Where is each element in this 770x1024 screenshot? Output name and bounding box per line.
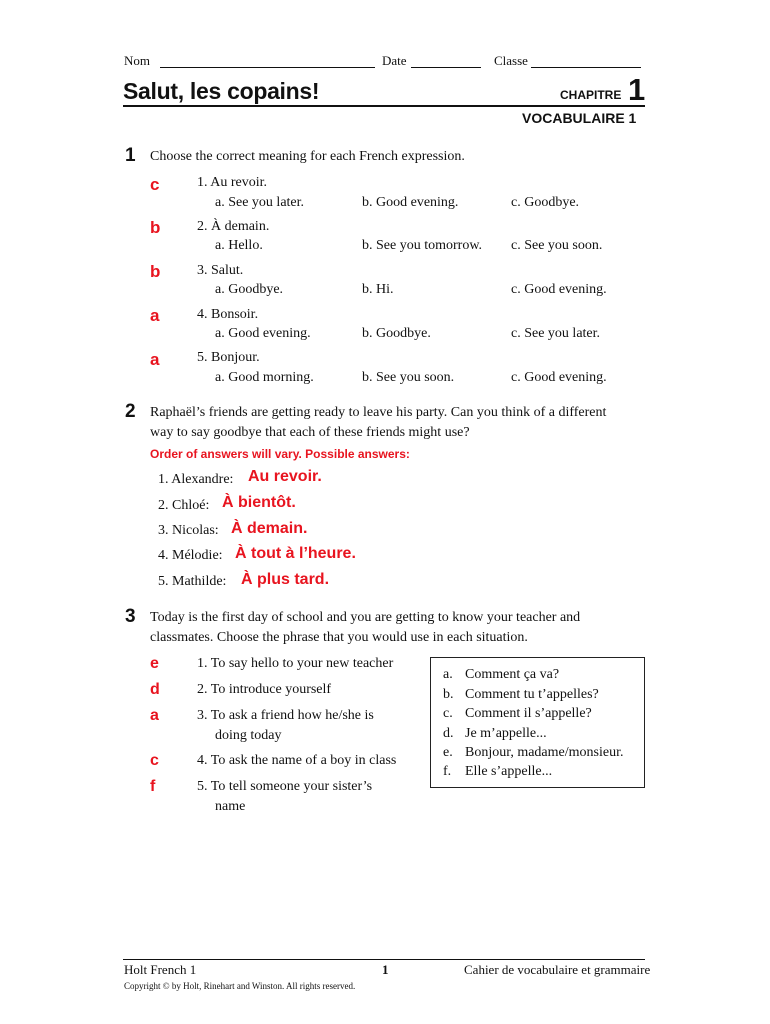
friend-label: 3. Nicolas: bbox=[158, 523, 219, 538]
option-letter: a. bbox=[443, 667, 453, 682]
exercise-2-instruction-line1: Raphaël’s friends are getting ready to leave his party. Can you think of a different bbox=[150, 405, 607, 420]
classe-label: Classe bbox=[494, 53, 528, 68]
option-letter: d. bbox=[443, 726, 454, 741]
title-rule bbox=[123, 105, 645, 107]
footer-book-title: Holt French 1 bbox=[124, 962, 197, 977]
answer[interactable]: a bbox=[150, 707, 159, 724]
answer[interactable]: c bbox=[150, 752, 159, 769]
exercise-3-number: 3 bbox=[125, 606, 136, 627]
chapitre-number: 1 bbox=[628, 72, 646, 107]
option-a: a. Good morning. bbox=[215, 370, 314, 385]
option-letter: e. bbox=[443, 745, 453, 760]
situation: 3. To ask a friend how he/she is bbox=[197, 708, 374, 723]
answer[interactable]: a bbox=[150, 306, 160, 325]
situation: 1. To say hello to your new teacher bbox=[197, 656, 394, 671]
page-title: Salut, les copains! bbox=[123, 78, 320, 104]
option-c: c. Goodbye. bbox=[511, 195, 580, 210]
answer[interactable]: Au revoir. bbox=[248, 468, 322, 485]
friend-label: 4. Mélodie: bbox=[158, 548, 223, 563]
answer[interactable]: a bbox=[150, 350, 160, 369]
exercise-3-instruction-line2: classmates. Choose the phrase that you would use in each situation. bbox=[150, 630, 528, 645]
option-text: Comment tu t’appelles? bbox=[465, 687, 599, 702]
friend-label: 5. Mathilde: bbox=[158, 574, 227, 589]
answer[interactable]: b bbox=[150, 262, 161, 281]
chapitre-label: CHAPITRE bbox=[560, 88, 622, 102]
exercise-1-instruction: Choose the correct meaning for each French expression. bbox=[150, 149, 465, 164]
option-text: Bonjour, madame/monsieur. bbox=[465, 745, 624, 760]
answer[interactable]: À tout à l’heure. bbox=[235, 545, 356, 562]
option-c: c. Good evening. bbox=[511, 370, 607, 385]
answer[interactable]: c bbox=[150, 175, 160, 194]
answer[interactable]: À plus tard. bbox=[241, 571, 330, 588]
question: 3. Salut. bbox=[197, 263, 244, 278]
option-b: b. Goodbye. bbox=[362, 326, 431, 341]
page-number: 1 bbox=[382, 962, 389, 977]
question: 1. Au revoir. bbox=[197, 175, 267, 190]
exercise-2-number: 2 bbox=[125, 401, 136, 422]
option-text: Comment ça va? bbox=[465, 667, 560, 682]
copyright: Copyright © by Holt, Rinehart and Winston. All rights reserved. bbox=[124, 981, 356, 991]
option-a: a. Good evening. bbox=[215, 326, 311, 341]
date-line[interactable] bbox=[411, 67, 481, 68]
situation: 4. To ask the name of a boy in class bbox=[197, 753, 397, 768]
option-letter: f. bbox=[443, 764, 452, 779]
exercise-3-instruction-line1: Today is the first day of school and you are getting to know your teacher and bbox=[150, 610, 581, 625]
option-b: b. See you tomorrow. bbox=[362, 238, 483, 253]
option-a: a. See you later. bbox=[215, 195, 305, 210]
option-letter: c. bbox=[443, 706, 453, 721]
footer-rule bbox=[123, 959, 645, 960]
answer[interactable]: À bientôt. bbox=[222, 494, 296, 511]
nom-label: Nom bbox=[124, 53, 150, 68]
option-a: a. Goodbye. bbox=[215, 282, 284, 297]
option-b: b. Good evening. bbox=[362, 195, 459, 210]
answer[interactable]: b bbox=[150, 218, 161, 237]
classe-line[interactable] bbox=[531, 67, 641, 68]
exercise-2-instruction-line2: way to say goodbye that each of these friends might use? bbox=[150, 425, 470, 440]
option-c: c. See you soon. bbox=[511, 238, 603, 253]
footer-workbook-title: Cahier de vocabulaire et grammaire bbox=[464, 962, 651, 977]
situation-continued: name bbox=[215, 799, 246, 814]
answer[interactable]: e bbox=[150, 655, 159, 672]
option-text: Comment il s’appelle? bbox=[465, 706, 592, 721]
situation: 2. To introduce yourself bbox=[197, 682, 332, 697]
friend-label: 2. Chloé: bbox=[158, 498, 210, 513]
answer[interactable]: d bbox=[150, 681, 160, 698]
answer[interactable]: À demain. bbox=[231, 520, 308, 537]
date-label: Date bbox=[382, 53, 407, 68]
question: 5. Bonjour. bbox=[197, 350, 260, 365]
situation-continued: doing today bbox=[215, 728, 282, 743]
option-b: b. Hi. bbox=[362, 282, 394, 297]
options-box bbox=[430, 657, 645, 788]
exercise-1-number: 1 bbox=[125, 145, 136, 166]
option-text: Je m’appelle... bbox=[465, 726, 547, 741]
option-b: b. See you soon. bbox=[362, 370, 455, 385]
question: 4. Bonsoir. bbox=[197, 307, 259, 322]
question: 2. À demain. bbox=[197, 219, 270, 234]
option-text: Elle s’appelle... bbox=[465, 764, 553, 779]
friend-label: 1. Alexandre: bbox=[158, 472, 234, 487]
answer[interactable]: f bbox=[150, 778, 156, 795]
option-letter: b. bbox=[443, 687, 454, 702]
option-c: c. Good evening. bbox=[511, 282, 607, 297]
option-c: c. See you later. bbox=[511, 326, 601, 341]
situation: 5. To tell someone your sister’s bbox=[197, 779, 373, 794]
answer-note: Order of answers will vary. Possible answers: bbox=[150, 447, 410, 461]
section-label: VOCABULAIRE 1 bbox=[522, 110, 637, 126]
nom-line[interactable] bbox=[160, 67, 375, 68]
option-a: a. Hello. bbox=[215, 238, 263, 253]
